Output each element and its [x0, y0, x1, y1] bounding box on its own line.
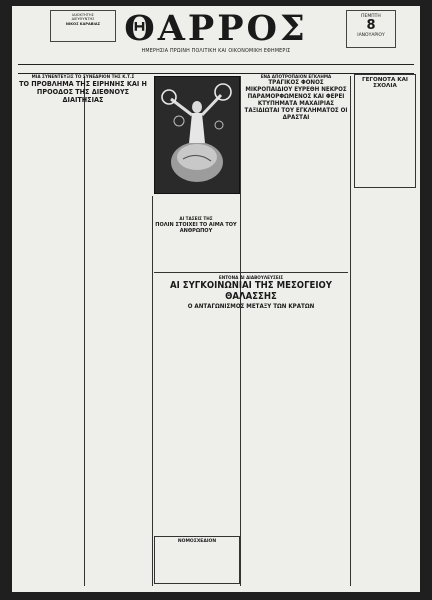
- mid-story-subhead: Ο ΑΝΤΑΓΩΝΙΣΜΟΣ ΜΕΤΑΞΥ ΤΩΝ ΚΡΑΤΩΝ: [187, 303, 315, 311]
- right-story: [244, 74, 348, 122]
- newspaper-title: ΘΑΡΡΟΣ: [124, 8, 308, 49]
- corner-box-headline: ΓΕΓΟΝΟΤΑ ΚΑΙ ΣΧΟΛΙΑ: [362, 77, 408, 89]
- center-story-headline: ΠΟΛΙΝ ΣΤΟΙΧΕΙ ΤΟ ΑΙΜΑ ΤΟΥ ΑΝΘΡΩΠΟΥ: [155, 222, 237, 235]
- lower-box-headline: ΝΟΜΟΣΧΕΔΙΟΝ: [177, 539, 217, 544]
- lower-box: [154, 536, 240, 584]
- mid-story-text-column: [298, 342, 348, 586]
- center-story: [154, 216, 238, 235]
- left-story-text-column: [18, 118, 82, 588]
- right-story-kicker: ΕΝΑ ΑΠΟΤΡΟΠΑΙΟΝ ΕΓΚΛΗΜΑ: [260, 74, 332, 79]
- mid-story: [154, 272, 348, 311]
- column-rule: [350, 76, 351, 586]
- column-rule: [84, 76, 85, 586]
- mid-story-kicker: ΕΝΤΟΝΑ ΑΙ ΔΙΑΒΟΥΛΕΥΣΕΙΣ: [218, 275, 284, 280]
- left-story-kicker: ΜΙΑ ΣΥΝΕΝΤΕΥΞΙΣ ΤΟ ΣΥΝΕΔΡΙΟΝ ΤΗΣ Κ.Τ.Σ: [31, 74, 135, 79]
- owner-line: ΝΙΚΟΣ ΚΑΡΑΒΙΑΣ: [65, 21, 101, 26]
- masthead: [12, 6, 420, 64]
- right-text-column: [354, 192, 414, 586]
- left-story-text-column: [88, 196, 150, 588]
- date-weekday: ΠΕΜΠΤΗ: [361, 14, 381, 19]
- mid-story-text-column: [244, 342, 294, 586]
- newspaper-page: [12, 6, 420, 592]
- date-month: ΙΑΝΟΥΑΡΙΟΥ: [357, 33, 385, 38]
- photo-illustration: [155, 77, 239, 193]
- owner-box: [50, 10, 116, 42]
- column-rule: [152, 196, 153, 586]
- owner-line: ΔΙΕΥΘΥΝΤΗΣ: [71, 17, 95, 22]
- date-box: [346, 10, 396, 48]
- corner-box: [354, 74, 416, 188]
- right-story-text-column: [298, 150, 348, 268]
- left-story: [18, 74, 148, 104]
- photo: [154, 76, 240, 194]
- mid-story-headline: ΑΙ ΣΥΓΚΟΙΝΩΝΙΑΙ ΤΗΣ ΜΕΣΟΓΕΙΟΥ ΘΑΛΑΣΣΗΣ: [170, 280, 332, 302]
- right-story-headline: ΤΡΑΓΙΚΟΣ ΦΟΝΟΣ ΜΙΚΡΟΠΑΙΔΙΟΥ ΕΥΡΕΘΗ ΝΕΚΡΟΣ ΠΑΡΑΜΟΡΦΩΜΕΝΟΣ ΚΑΙ ΦΕΡΕΙ ΚΤΥΠΗΜΑΤΑ ΜΑΧΑΙΡΙΑΣ ΤΑΞΙΔΙΩΤΑΙ ΤΟΥ ΕΓΚΛΗΜΑΤΟΣ ΟΙ ΔΡΑΣΤΑΙ: [244, 79, 348, 121]
- owner-line: ΙΔΙΟΚΤΗΤΗΣ: [72, 13, 94, 17]
- info-bar: [18, 64, 414, 74]
- date-day: 8: [366, 18, 376, 33]
- left-story-headline: ΤΟ ΠΡΟΒΛΗΜΑ ΤΗΣ ΕΙΡΗΝΗΣ ΚΑΙ Η ΠΡΟΟΔΟΣ ΤΗΣ ΔΙΕΘΝΟΥΣ ΔΙΑΙΤΗΣΙΑΣ: [19, 79, 147, 105]
- newspaper-subtitle: ΗΜΕΡΗΣΙΑ ΠΡΩΙΝΗ ΠΟΛΙΤΙΚΗ ΚΑΙ ΟΙΚΟΝΟΜΙΚΗ ΕΦΗΜΕΡΙΣ: [141, 49, 291, 54]
- right-story-text-column: [244, 150, 294, 268]
- column-rule: [240, 76, 241, 586]
- center-story-kicker: ΑΙ ΤΑΣΕΙΣ ΤΗΣ: [179, 216, 213, 221]
